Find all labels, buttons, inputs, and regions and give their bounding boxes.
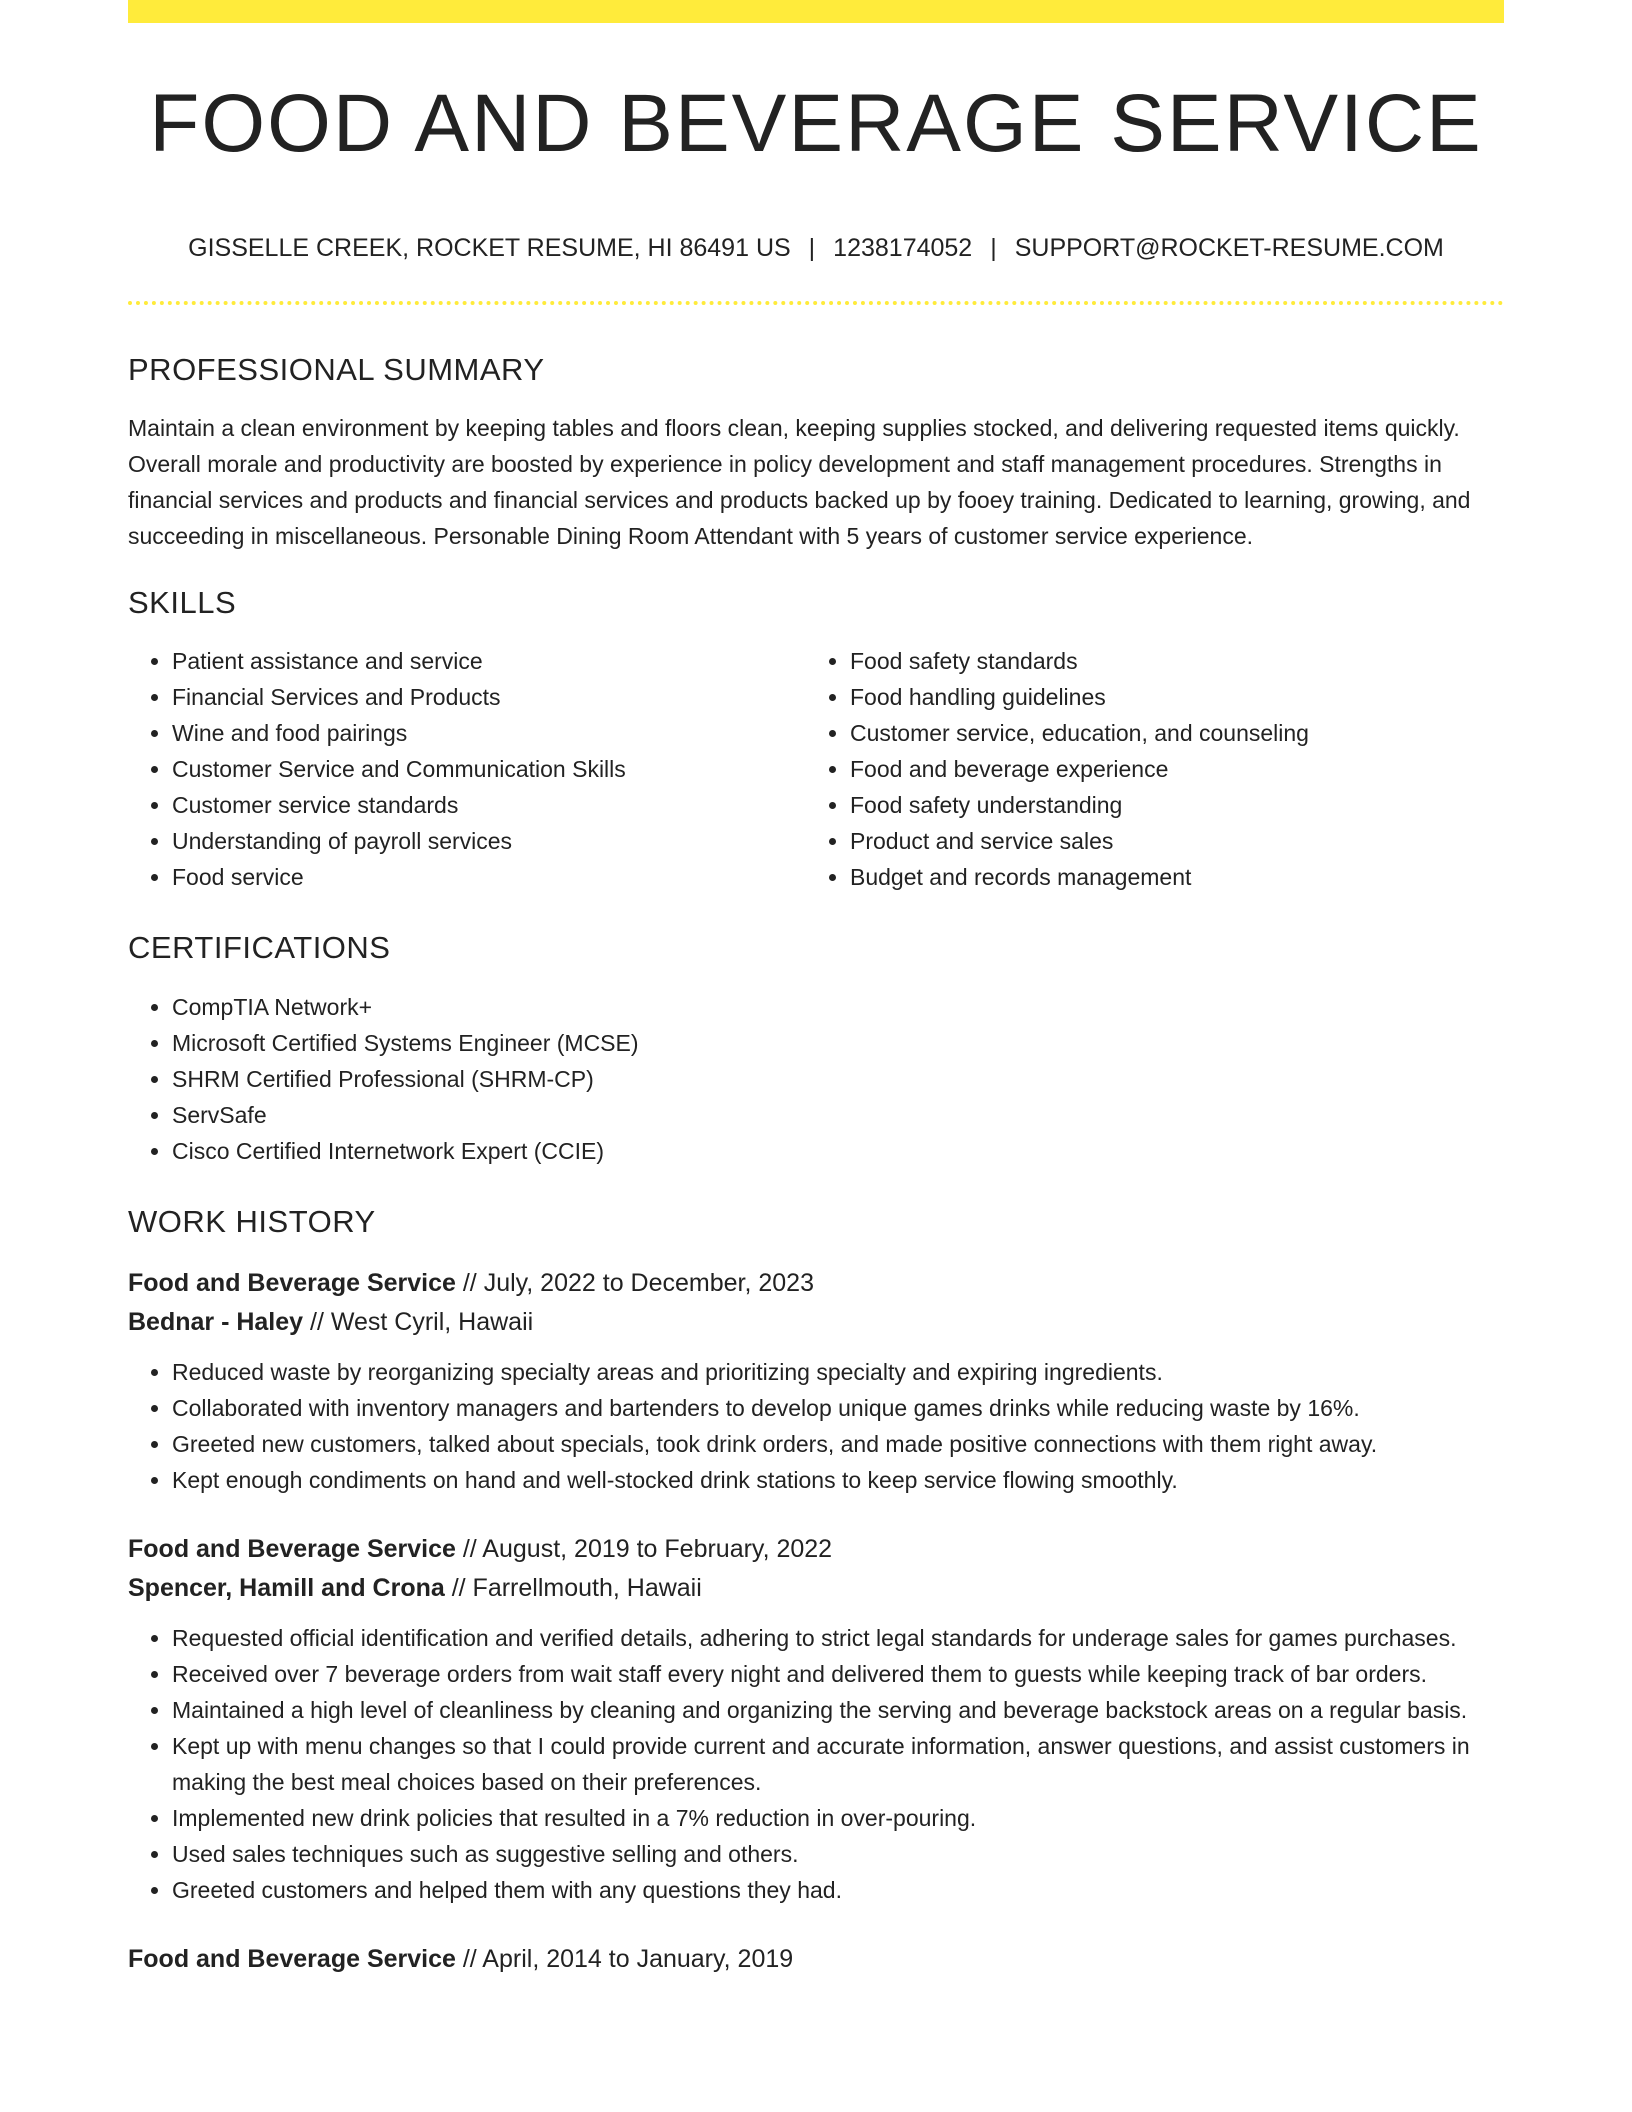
job-bullet: • Greeted customers and helped them with any questions they had.	[172, 1872, 1504, 1908]
skill-item: • Patient assistance and service	[172, 643, 806, 679]
job-company: Bednar - Haley	[128, 1307, 304, 1336]
contact-separator: |	[990, 234, 997, 262]
job-dates: // August, 2019 to February, 2022	[455, 1534, 833, 1563]
skill-item: • Customer Service and Communication Skills	[172, 751, 806, 787]
job-entry	[128, 1264, 1504, 1498]
skills-grid	[128, 643, 1504, 895]
job-dates: // April, 2014 to January, 2019	[455, 1944, 794, 1973]
skill-item: • Wine and food pairings	[172, 715, 806, 751]
skill-item: • Customer service, education, and counseling	[850, 715, 1504, 751]
job-role: Food and Beverage Service	[128, 1268, 456, 1297]
skill-item: • Food service	[172, 859, 806, 895]
contact-address: GISSELLE CREEK, ROCKET RESUME, HI 86491 US	[188, 234, 791, 262]
skill-item: • Food safety understanding	[850, 787, 1504, 823]
job-bullets	[128, 1620, 1504, 1908]
skill-item: • Understanding of payroll services	[172, 823, 806, 859]
top-accent-bar	[128, 0, 1504, 23]
contact-separator: |	[808, 234, 816, 262]
job-company-line	[128, 1303, 1504, 1342]
job-dates: // July, 2022 to December, 2023	[455, 1268, 814, 1297]
job-role-line	[128, 1530, 1504, 1569]
skills-list-left	[128, 643, 806, 895]
skill-item: • Financial Services and Products	[172, 679, 806, 715]
skill-item: • Food safety standards	[850, 643, 1504, 679]
job-bullet: • Maintained a high level of cleanliness by cleaning and organizing the serving and beverage backstock areas on a regular basis.	[172, 1692, 1504, 1728]
dotted-divider	[128, 301, 1504, 305]
certification-item: • SHRM Certified Professional (SHRM-CP)	[172, 1061, 1504, 1097]
skills-heading: SKILLS	[128, 585, 237, 621]
contact-email: SUPPORT@ROCKET-RESUME.COM	[1014, 234, 1444, 262]
resume-page	[128, 0, 1504, 1979]
certifications-heading: CERTIFICATIONS	[128, 930, 391, 966]
skill-item: • Food handling guidelines	[850, 679, 1504, 715]
summary-text: Maintain a clean environment by keeping tables and floors clean, keeping supplies stocked, and delivering requested items quickly. Overall morale and productivity are boosted by experience in policy development and staff management procedures. Strengths in financial services and products and financial services and products backed up by fooey training. Dedicated to learning, growing, and succeeding in miscellaneous. Personable Dining Room Attendant with 5 years of customer service experience.	[128, 415, 1471, 550]
contact-line	[128, 233, 1504, 263]
job-bullet: • Implemented new drink policies that resulted in a 7% reduction in over-pouring.	[172, 1800, 1504, 1836]
resume-title: FOOD AND BEVERAGE SERVICE	[149, 78, 1483, 169]
job-entry	[128, 1940, 1504, 1979]
certification-item: • Cisco Certified Internetwork Expert (CCIE)	[172, 1133, 1504, 1169]
job-bullet: • Collaborated with inventory managers and bartenders to develop unique games drinks while reducing waste by 16%.	[172, 1390, 1504, 1426]
skill-item: • Customer service standards	[172, 787, 806, 823]
job-bullet: • Received over 7 beverage orders from wait staff every night and delivered them to guests while keeping track of bar orders.	[172, 1656, 1504, 1692]
certifications-list	[128, 989, 1504, 1169]
job-bullet: • Requested official identification and verified details, adhering to strict legal standards for underage sales for games purchases.	[172, 1620, 1504, 1656]
work-history-heading: WORK HISTORY	[128, 1203, 376, 1239]
certification-item: • CompTIA Network+	[172, 989, 1504, 1025]
summary-heading: PROFESSIONAL SUMMARY	[128, 352, 545, 387]
skills-list-right	[806, 643, 1504, 895]
skill-item: • Budget and records management	[850, 859, 1504, 895]
skill-item: • Product and service sales	[850, 823, 1504, 859]
job-bullets	[128, 1354, 1504, 1498]
job-location: // West Cyril, Hawaii	[303, 1307, 534, 1336]
job-bullet: • Kept up with menu changes so that I could provide current and accurate information, answer questions, and assist customers in making the best meal choices based on their preferences.	[172, 1728, 1504, 1800]
job-role: Food and Beverage Service	[128, 1944, 456, 1973]
job-role-line	[128, 1264, 1504, 1303]
certification-item: • Microsoft Certified Systems Engineer (MCSE)	[172, 1025, 1504, 1061]
job-bullet: • Kept enough condiments on hand and well-stocked drink stations to keep service flowing smoothly.	[172, 1462, 1504, 1498]
job-entry	[128, 1530, 1504, 1908]
certification-item: • ServSafe	[172, 1097, 1504, 1133]
job-location: // Farrellmouth, Hawaii	[444, 1573, 702, 1602]
job-bullet: • Greeted new customers, talked about specials, took drink orders, and made positive connections with them right away.	[172, 1426, 1504, 1462]
job-company-line	[128, 1569, 1504, 1608]
job-role: Food and Beverage Service	[128, 1534, 456, 1563]
contact-phone: 1238174052	[833, 234, 973, 262]
job-role-line	[128, 1940, 1504, 1979]
job-bullet: • Used sales techniques such as suggestive selling and others.	[172, 1836, 1504, 1872]
job-company: Spencer, Hamill and Crona	[128, 1573, 445, 1602]
job-bullet: • Reduced waste by reorganizing specialty areas and prioritizing specialty and expiring ingredients.	[172, 1354, 1504, 1390]
skill-item: • Food and beverage experience	[850, 751, 1504, 787]
